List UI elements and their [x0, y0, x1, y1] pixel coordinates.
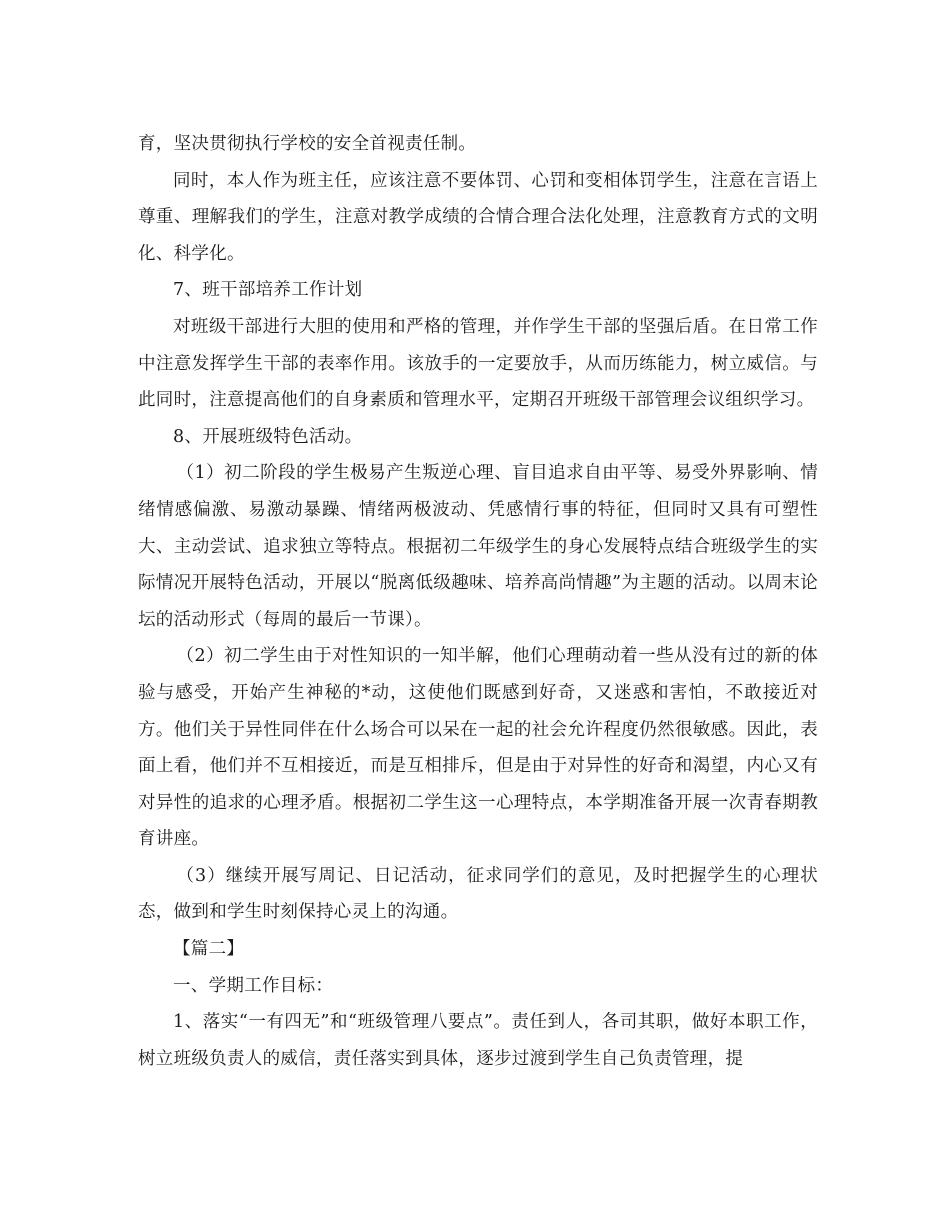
heading-class-cadre-plan: 7、班干部培养工作计划	[173, 280, 363, 301]
paragraph-head-teacher: 同时，本人作为班主任，应该注意不要体罚、心罚和变相体罚学生，注意在言语上尊重、理解我们的学生，注意对教学成绩的合情合理合法化处理，注意教育方式的文明化、科学化。	[138, 170, 818, 264]
paragraph-activity-1: （1）初二阶段的学生极易产生叛逆心理、盲目追求自由平等、易受外界影响、情绪情感偏激、易激动暴躁、情绪两极波动、凭感情行事的特征，但同时又具有可塑性大、主动尝试、追求独立等特点。根据初二年级学生的身心发展特点结合班级学生的实际情况开展特色活动，开展以“脱离低级趣味、培养高尚情趣”为主题的活动。以周末论坛的活动形式（每周的最后一节课）。	[138, 463, 818, 630]
paragraph-goal-1: 1、落实“一有四无”和“班级管理八要点”。责任到人，各司其职，做好本职工作，树立班级负责人的威信，责任落实到具体，逐步过渡到学生自己负责管理，提	[138, 1012, 818, 1069]
heading-semester-goals: 一、学期工作目标：	[173, 975, 334, 996]
heading-special-activities: 8、开展班级特色活动。	[173, 426, 363, 447]
paragraph-class-cadre: 对班级干部进行大胆的使用和严格的管理，并作学生干部的坚强后盾。在日常工作中注意发挥学生干部的表率作用。该放手的一定要放手，从而历练能力，树立威信。与此同时，注意提高他们的自身素质和管理水平，定期召开班级干部管理会议组织学习。	[138, 316, 818, 411]
paragraph-continuation: 育，坚决贯彻执行学校的安全首视责任制。	[138, 134, 477, 154]
paragraph-activity-3: （3）继续开展写周记、日记活动，征求同学们的意见，及时把握学生的心理状态，做到和学生时刻保持心灵上的沟通。	[138, 865, 818, 923]
document-body	[138, 126, 818, 1077]
section-title-part-two: 【篇二】	[173, 939, 245, 960]
paragraph-activity-2: （2）初二学生由于对性知识的一知半解，他们心理萌动着一些从没有过的新的体验与感受，开始产生神秘的*动，这使他们既感到好奇，又迷惑和害怕，不敢接近对方。他们关于异性同伴在什么场合可以呆在一起的社会允许程度仍然很敏感。因此，表面上看，他们并不互相接近，而是互相排斥，但是由于对异性的好奇和渴望，内心又有对异性的追求的心理矛盾。根据初二学生这一心理特点，本学期准备开展一次青春期教育讲座。	[138, 646, 818, 850]
